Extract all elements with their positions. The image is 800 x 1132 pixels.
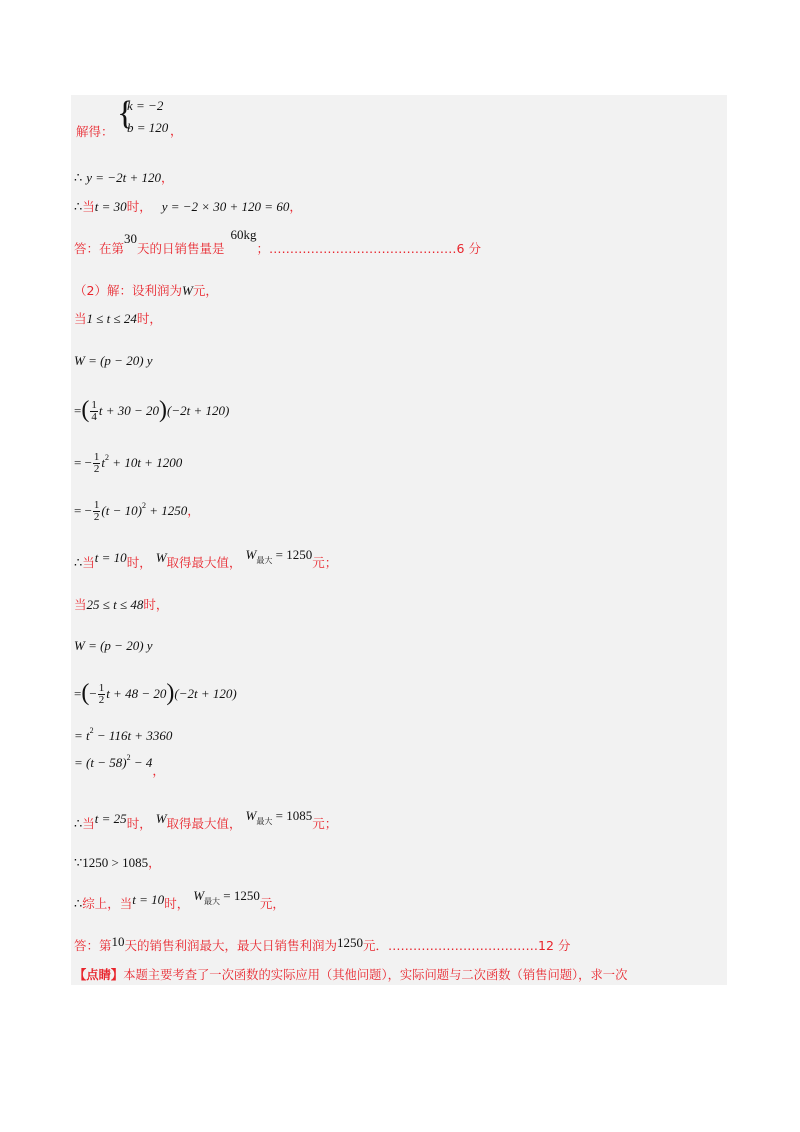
W-def-1: W = (p − 20) y <box>74 353 153 368</box>
W-expand-2: = − $\frac{1}{2}$ $t^2 + 10t + 1200$ <box>74 451 183 475</box>
answer-1: 答：在第30天的日销售量是60kg；………………………………………6 分 <box>74 227 481 256</box>
max-2: ∴当t = 25时， W取得最大值， $W^{最大} = 1085$元； <box>74 808 338 831</box>
W-expand-3: =(− $\frac{1}{2}$ t + 48 − 20)(−2t + 120) <box>74 679 237 706</box>
W-expand-1: =( $\frac{1}{4}$ t + 30 − 20)(−2t + 120) <box>74 396 230 423</box>
conclusion: ∴综上，当t = 10时， $W^{最大} = 1250$元， <box>74 888 285 911</box>
line-y-eq: ∴ y = −2t + 120， <box>74 170 174 185</box>
left-brace: { <box>117 95 134 132</box>
W-vertex-1: = − $\frac{1}{2}$ $(t - 10)^2 + 1250$， <box>74 499 200 523</box>
condition-2: 当25 ≤ t ≤ 48时， <box>74 597 169 612</box>
compare: ∵1250 > 1085， <box>74 855 161 870</box>
part2-intro: （2）解：设利润为W元， <box>74 283 218 298</box>
answer-2: 答：第10天的销售利润最大，最大日销售利润为1250元．………………………………12 分 <box>74 934 571 953</box>
max-1: ∴当t = 10时， W取得最大值， $W^{最大} = 1250$元； <box>74 547 338 570</box>
W-def-2: W = (p − 20) y <box>74 638 153 653</box>
eq-b: b = 120 <box>127 120 169 135</box>
answer-panel <box>71 95 727 985</box>
condition-1: 当1 ≤ t ≤ 24时， <box>74 311 162 326</box>
W-expand-4: = $t^2 - 116t + 3360$ <box>74 726 173 743</box>
eq-k: k = −2 <box>127 98 164 113</box>
line-t30: ∴当t = 30时， y = −2 × 30 + 120 = 60， <box>74 199 302 214</box>
W-vertex-2: = $(t - 58)^2 - 4$， <box>74 753 165 778</box>
comment: 【点睛】本题主要考查了一次函数的实际应用（其他问题），实际问题与二次函数（销售问题），求一次 <box>74 968 628 982</box>
comma: ， <box>170 123 183 138</box>
solve-label: 解得： <box>76 124 114 139</box>
